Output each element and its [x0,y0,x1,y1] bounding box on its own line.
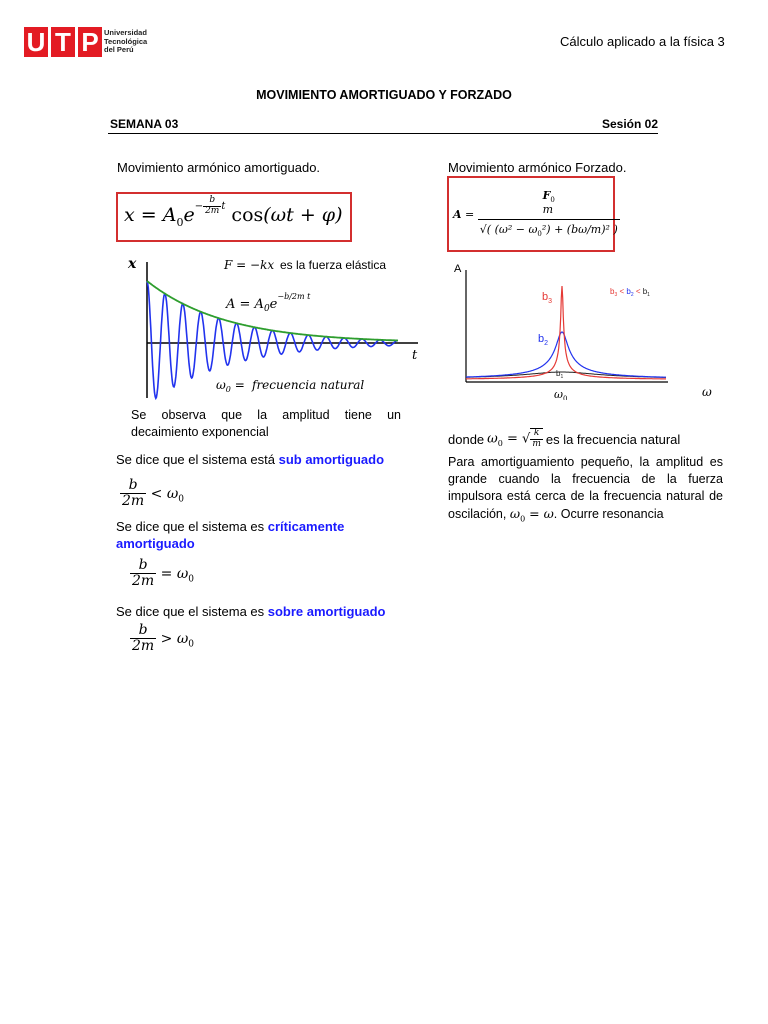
damping-caption: Se observa que la amplitud tiene un decaimiento exponencial [131,408,401,439]
forced-heading: Movimiento armónico Forzado. [448,160,627,175]
damped-oscillation-plot [120,252,430,412]
underdamped-condition: $\frac{b}{2m}$ < $\omega_0$ [122,477,184,510]
resonance-condition: $\omega_0 = \omega$ [509,506,554,524]
legend: $b_3 < b_2 < b_1$ [610,287,650,298]
y-axis-label: A [454,263,462,275]
logo-letter-p: P [78,27,102,57]
paragraph-end: . Ocurre resonancia [553,507,664,521]
forced-equation-box [447,176,618,252]
x-axis-label: ω [702,385,712,399]
y-axis-label: x [128,256,137,272]
relation-symbol: > [160,630,173,647]
x-axis-label: t [412,348,418,363]
relation-symbol: < [150,485,163,502]
week-label: SEMANA 03 [110,117,179,131]
natural-frequency-symbol: $\omega_0$ = [216,378,245,394]
case-text: Se dice que el sistema es [116,604,268,619]
logo-letter-u: U [24,27,48,57]
case-text: Se dice que el sistema está [116,452,279,467]
natural-frequency-line [448,428,680,452]
course-name: Cálculo aplicado a la física 3 [560,34,725,49]
natural-prefix: donde [448,432,485,448]
label-b2: $b_2$ [538,333,549,347]
hooke-law: F = −kx [224,258,275,272]
amplitude-formula: $A = A_0e^{-b/2m t}$ [226,292,311,314]
resonance-paragraph [448,454,723,528]
omega0-formula: $\omega_0$ = √ $\frac{k}{m}$ [487,428,541,449]
document-title: MOVIMIENTO AMORTIGUADO Y FORZADO [256,88,512,102]
overdamped-condition: $\frac{b}{2m}$ > $\omega_0$ [132,622,194,655]
session-label: Sesión 02 [602,117,659,131]
relation-symbol: = [160,565,173,582]
resonance-plot [448,258,720,400]
damped-equation-box [116,192,352,242]
label-b3: $b_3$ [542,291,553,305]
curve-b3 [466,286,666,379]
header-rule [108,133,658,134]
case-highlight: sobre amortiguado [267,604,386,619]
critical-condition: $\frac{b}{2m}$ = $\omega_0$ [132,557,194,590]
logo-text-line: Universidad [104,28,147,37]
logo-text-line: del Perú [104,45,134,54]
case-text: Se dice que el sistema es [116,519,268,534]
hooke-law-label: es la fuerza elástica [280,258,387,272]
case-critically-damped [116,518,416,552]
damped-equation: $x = A_0e-$ $\frac{b}{2m}$ t cos(ωt + φ) [124,195,343,229]
natural-frequency-label: frecuencia natural [252,378,365,392]
case-highlight: sub amortiguado [278,452,385,467]
utp-logo [24,27,102,57]
logo-letter-t: T [51,27,75,57]
case-overdamped [116,603,386,620]
case-underdamped [116,451,384,468]
damped-heading: Movimiento armónico amortiguado. [117,160,321,175]
case-highlight: críticamente amortiguado [116,519,345,551]
label-b1: $b_1$ [556,369,564,380]
natural-suffix: es la frecuencia natural [545,432,681,448]
paragraph-text: Para amortiguamiento pequeño, la amplitud es grande cuando la frecuencia de la fuerza impulsora está cerca de la frecuencia natural de oscilación, [448,455,723,521]
forced-amplitude-equation: A = $F_0$ m √( $(\omega^2 - \omega_0^2) + (b\omega/m)^2$ ) [453,188,618,238]
logo-university-name [104,29,164,55]
logo-text-line: Tecnológica [104,36,148,46]
omega0-tick: $\omega_0$ [554,388,568,400]
